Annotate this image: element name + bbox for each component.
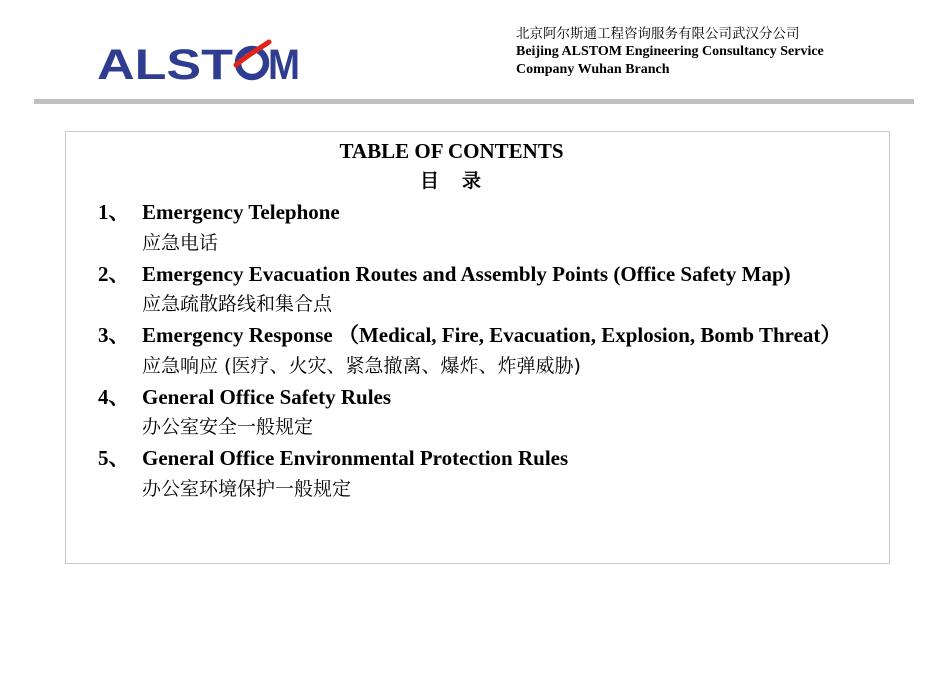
company-info xyxy=(516,25,936,79)
header-divider xyxy=(34,99,914,104)
toc-item-title-en: General Office Safety Rules xyxy=(142,384,392,409)
toc-item[interactable] xyxy=(98,259,888,321)
company-name-en-line1: Beijing ALSTOM Engineering Consultancy Service xyxy=(516,44,824,59)
company-name-en-line2: Company Wuhan Branch xyxy=(516,62,670,77)
toc-item-number: 3、 xyxy=(98,323,130,347)
toc-item[interactable] xyxy=(98,443,888,505)
logo-letters-alst: ALST xyxy=(97,41,233,88)
toc-item-title-en: General Office Environmental Protection Rules xyxy=(142,446,569,470)
toc-item-title-en: Emergency Response （Medical, Fire, Evacuation, Explosion, Bomb Threat） xyxy=(142,323,842,347)
toc-item-number: 4、 xyxy=(98,384,130,409)
toc-item[interactable] xyxy=(98,320,888,382)
toc-title: TABLE OF CONTENTS xyxy=(339,139,564,163)
toc-item-number: 2、 xyxy=(98,261,130,286)
toc-item-title-cn: 应急电话 xyxy=(142,231,219,254)
toc-item-title-cn: 办公室环境保护一般规定 xyxy=(142,477,352,500)
alstom-logo-graphic xyxy=(97,38,302,88)
toc-item-number: 1、 xyxy=(98,200,130,224)
toc-item-title-cn: 应急疏散路线和集合点 xyxy=(142,293,333,315)
alstom-logo xyxy=(97,38,302,88)
toc-item-title-en: Emergency Evacuation Routes and Assembly Points (Office Safety Map) xyxy=(142,261,791,286)
toc-item-title-cn: 办公室安全一般规定 xyxy=(142,416,314,438)
company-name-cn: 北京阿尔斯通工程咨询服务有限公司武汉分公司 xyxy=(516,26,800,42)
toc-list xyxy=(98,197,888,505)
toc-item-title-en: Emergency Telephone xyxy=(142,200,340,224)
toc-item[interactable] xyxy=(98,382,888,444)
toc-item-number: 5、 xyxy=(98,446,130,470)
logo-letter-m: M xyxy=(268,41,300,88)
toc-item[interactable] xyxy=(98,197,888,259)
toc-title-cn: 目 录 xyxy=(419,170,483,192)
toc-item-title-cn: 应急响应 (医疗、火灾、紧急撤离、爆炸、炸弹威胁) xyxy=(142,354,581,377)
logo-o-swoosh xyxy=(236,42,269,77)
